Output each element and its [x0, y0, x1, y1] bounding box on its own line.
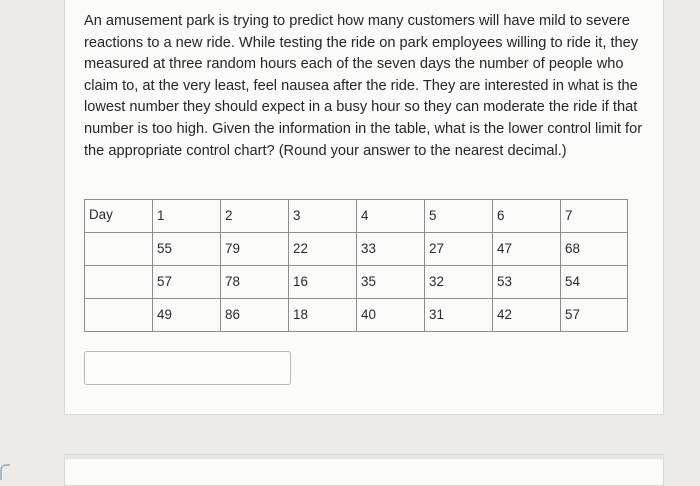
table-cell: 49 [153, 299, 221, 332]
table-cell: 78 [221, 266, 289, 299]
table-cell: 42 [493, 299, 561, 332]
data-table [84, 199, 628, 332]
table-cell: 33 [357, 233, 425, 266]
table-header-day: Day [85, 200, 153, 233]
table-header-cell: 3 [289, 200, 357, 233]
table-cell: 27 [425, 233, 493, 266]
table-cell: 54 [561, 266, 628, 299]
table-cell: 35 [357, 266, 425, 299]
table-cell: 40 [357, 299, 425, 332]
table-header-cell: 4 [357, 200, 425, 233]
table-row [85, 299, 628, 332]
table-cell: 22 [289, 233, 357, 266]
table-cell: 57 [153, 266, 221, 299]
table-cell: 18 [289, 299, 357, 332]
table-cell: 79 [221, 233, 289, 266]
table-row-label [85, 299, 153, 332]
page-edge-decoration [0, 464, 10, 480]
table-row [85, 266, 628, 299]
table-cell: 53 [493, 266, 561, 299]
question-text: An amusement park is trying to predict how many customers will have mild to severe reactions to a new ride. While testing the ride on park employees willing to ride it, they measured at three random hours each of the seven days the number of people who claim to, at the very least, feel nausea after the ride. They are interested in what is the lowest number they should expect in a busy hour so they can moderate the ride if that number is too high. Given the information in the table, what is the lower control limit for the appropriate control chart? (Round your answer to the nearest decimal.) [84, 13, 643, 159]
next-question-card-edge [65, 455, 663, 459]
table-header-cell: 7 [561, 200, 628, 233]
table-cell: 86 [221, 299, 289, 332]
table-row-label [85, 233, 153, 266]
table-cell: 68 [561, 233, 628, 266]
table-header-cell: 1 [153, 200, 221, 233]
table-cell: 57 [561, 299, 628, 332]
table-row [85, 233, 628, 266]
table-cell: 32 [425, 266, 493, 299]
table-row-label [85, 266, 153, 299]
table-header-cell: 6 [493, 200, 561, 233]
question-card [64, 0, 664, 415]
table-cell: 55 [153, 233, 221, 266]
table-cell: 31 [425, 299, 493, 332]
table-cell: 47 [493, 233, 561, 266]
table-header-row [85, 200, 628, 233]
answer-input[interactable] [84, 351, 291, 385]
table-cell: 16 [289, 266, 357, 299]
next-question-card [64, 454, 664, 486]
table-header-cell: 2 [221, 200, 289, 233]
table-header-cell: 5 [425, 200, 493, 233]
